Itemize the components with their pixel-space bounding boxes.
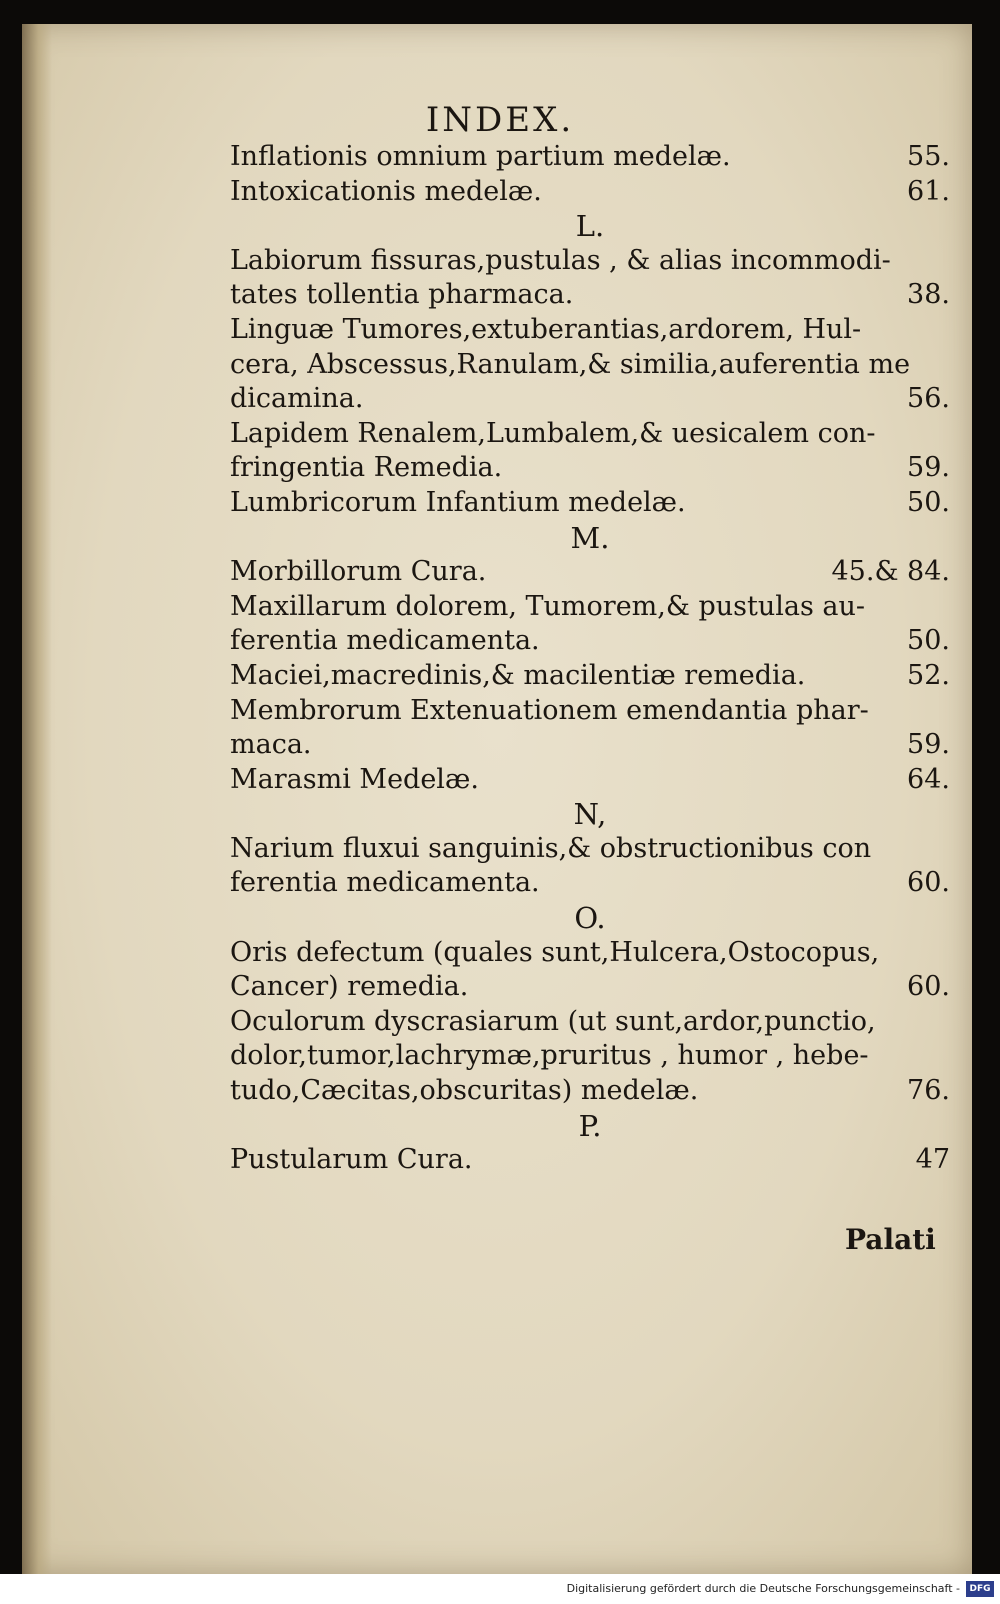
entry-text: tudo,Cæcitas,obscuritas) medelæ.: [230, 1075, 699, 1107]
entry-text: Intoxicationis medelæ.: [230, 175, 542, 207]
entry-text: Oris defectum (quales sunt,Hulcera,Ostocopus,: [230, 936, 880, 968]
entry-text: ferentia medicamenta.: [230, 625, 540, 657]
entry-page-number: 56.: [907, 383, 950, 415]
index-entry-line: [230, 382, 950, 417]
entry-text: Pustularum Cura.: [230, 1144, 473, 1176]
index-entry-line: [230, 936, 950, 971]
entry-text: cera, Abscessus,Ranulam,& similia,auferentia me: [230, 348, 911, 380]
index-entry-line: [230, 763, 950, 798]
entry-text: Membrorum Extenuationem emendantia phar-: [230, 694, 869, 726]
index-entry-line: [230, 590, 950, 625]
entry-page-number: 60.: [907, 867, 950, 899]
index-entry-line: [230, 728, 950, 763]
index-entry-line: [230, 624, 950, 659]
entry-page-number: 38.: [907, 279, 950, 311]
index-entry-line: [230, 348, 950, 383]
index-entry-line: [230, 486, 950, 521]
index-entry-line: [230, 278, 950, 313]
entry-page-number: 47: [915, 1144, 950, 1176]
entry-text: Maxillarum dolorem, Tumorem,& pustulas au-: [230, 590, 866, 622]
entry-text: Linguæ Tumores,extuberantias,ardorem, Hul-: [230, 313, 862, 345]
index-entry-line: [230, 694, 950, 729]
page-title: INDEX.: [425, 100, 575, 140]
index-entry-line: [230, 866, 950, 901]
entry-text: ferentia medicamenta.: [230, 867, 540, 899]
catchword: Palati: [845, 1223, 936, 1256]
entry-page-number: 55.: [907, 141, 950, 172]
entry-page-number: 52.: [907, 659, 950, 691]
index-entry-line: [230, 244, 950, 279]
entry-text: Cancer) remedia.: [230, 971, 469, 1003]
entry-text: Marasmi Medelæ.: [230, 763, 479, 795]
section-letter: N,: [573, 797, 607, 832]
index-entry-line: [230, 659, 950, 694]
index-entry-line: [230, 1039, 950, 1074]
entry-page-number: 76.: [907, 1075, 950, 1107]
entry-text: Maciei,macredinis,& macilentiæ remedia.: [230, 659, 806, 691]
entry-text: Lapidem Renalem,Lumbalem,& uesicalem con-: [230, 417, 876, 449]
section-letter: M.: [570, 520, 610, 555]
entry-text: Narium fluxui sanguinis,& obstructionibus con: [230, 832, 872, 864]
index-entry-line: [230, 140, 950, 175]
dfg-logo: DFG: [966, 1581, 994, 1597]
entry-text: Lumbricorum Infantium medelæ.: [230, 486, 686, 518]
footer-credit: Digitalisierung gefördert durch die Deutsche Forschungsgemeinschaft -: [566, 1582, 960, 1595]
index-entries: [230, 140, 950, 1178]
index-entry-line: [230, 313, 950, 348]
entry-page-number: 45.& 84.: [831, 556, 950, 588]
entry-text: Labiorum fissuras,pustulas , & alias incommodi-: [230, 244, 891, 276]
entry-text: tates tollentia pharmaca.: [230, 279, 574, 311]
entry-text: maca.: [230, 729, 312, 761]
page-gutter-shadow: [22, 24, 52, 1574]
index-entry-line: [230, 970, 950, 1005]
section-letter: O.: [574, 901, 606, 936]
section-letter: P.: [578, 1108, 602, 1143]
footer-bar: [0, 1574, 1000, 1604]
entry-text: dicamina.: [230, 383, 364, 415]
index-entry-line: [230, 451, 950, 486]
entry-page-number: 50.: [907, 625, 950, 657]
index-entry-line: [230, 555, 950, 590]
index-entry-line: [230, 1074, 950, 1109]
entry-page-number: 59.: [907, 452, 950, 484]
entry-text: Oculorum dyscrasiarum (ut sunt,ardor,punctio,: [230, 1005, 876, 1037]
index-entry-line: [230, 175, 950, 210]
entry-text: fringentia Remedia.: [230, 452, 503, 484]
entry-text: Inflationis omnium partium medelæ.: [230, 141, 731, 172]
entry-page-number: 64.: [907, 763, 950, 795]
entry-page-number: 61.: [907, 175, 950, 207]
index-entry-line: [230, 417, 950, 452]
entry-text: Morbillorum Cura.: [230, 556, 487, 588]
entry-text: dolor,tumor,lachrymæ,pruritus , humor , hebe-: [230, 1040, 869, 1072]
section-letter: L.: [575, 209, 605, 244]
entry-page-number: 59.: [907, 729, 950, 761]
entry-page-number: 60.: [907, 971, 950, 1003]
entry-page-number: 50.: [907, 486, 950, 518]
index-entry-line: [230, 832, 950, 867]
index-entry-line: [230, 1143, 950, 1178]
index-entry-line: [230, 1005, 950, 1040]
